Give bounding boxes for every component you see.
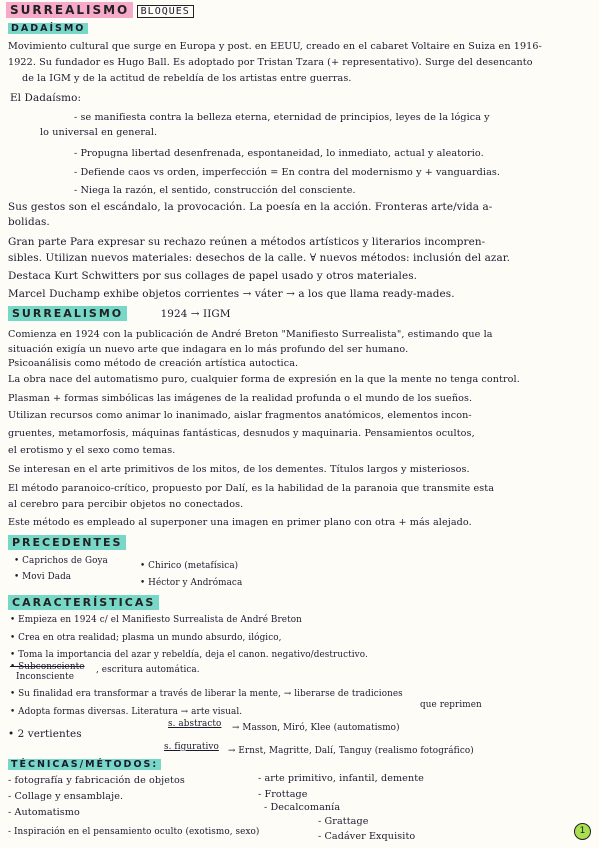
bloques-label: BLOQUES	[137, 5, 194, 18]
surr-line-2: situación exigía un nuevo arte que indagara en lo más profundo del ser humano.	[8, 344, 409, 355]
dada-bullet-4: - Niega la razón, el sentido, construcción del consciente.	[74, 185, 356, 196]
page-number-badge: 1	[574, 823, 591, 840]
precedente-hector: • Héctor y Andrómaca	[140, 578, 243, 588]
precedentes-heading-row	[8, 536, 126, 550]
dada-bullet-2: - Propugna libertad desenfrenada, espontaneidad, lo inmediato, actual y aleatorio.	[74, 148, 484, 159]
surr-line-5: Plasman + formas simbólicas las imágenes de la realidad profunda o el mundo de los sueños.	[8, 393, 473, 404]
surr-line-9: Se interesan en el arte primitivos de los mitos, de los dementes. Títulos largos y misteriosos.	[8, 464, 470, 475]
surr-line-10: El método paranoico-crítico, propuesto por Dalí, es la habilidad de la paranoia que transmite esta	[8, 483, 495, 494]
abstracto-label: s. abstracto	[168, 719, 222, 729]
carac-item-4c: , escritura automática.	[96, 665, 200, 675]
tecnica-right-3: - Decalcomanía	[264, 802, 341, 813]
el-dadaismo-label: El Dadaísmo:	[10, 92, 82, 104]
surr-line-3: Psicoanálisis como método de creación artística autoctica.	[8, 358, 299, 369]
dada-bullet-3: - Defiende caos vs orden, imperfección = En contra del modernismo y + vanguardias.	[74, 167, 501, 178]
dada-bullet-1b: lo universal en general.	[40, 127, 158, 138]
page-title: SURREALISMO	[6, 2, 133, 18]
tecnicas-heading-row	[8, 758, 161, 771]
abstracto-artists: → Masson, Miró, Klee (automatismo)	[232, 723, 400, 733]
carac-item-5b: que reprimen	[420, 700, 482, 710]
tecnica-right-1: - arte primitivo, infantil, demente	[258, 773, 424, 784]
para-line-2: sibles. Utilizan nuevos materiales: desechos de la calle. ∀ nuevos métodos: inclusión del azar.	[8, 252, 511, 264]
carac-item-6: • Adopta formas diversas. Literatura → arte visual.	[10, 707, 243, 717]
surr-line-4: La obra nace del automatismo puro, cualquier forma de expresión en la que la mente no tenga control.	[8, 374, 520, 385]
caracteristicas-heading: CARACTERÍSTICAS	[8, 595, 159, 610]
para-line-1: Gran parte Para expresar su rechazo reúnen a métodos artísticos y literarios incompren-	[8, 236, 486, 248]
figurativo-label: s. figurativo	[164, 742, 219, 752]
tecnica-left-3: - Automatismo	[8, 807, 80, 818]
tecnica-right-2: - Frottage	[258, 789, 308, 800]
dada-bullet-1: - se manifiesta contra la belleza eterna, eternidad de principios, leyes de la lógica y	[74, 112, 490, 123]
dadaismo-intro-3: de la IGM y de la actitud de rebeldía de los artistas entre guerras.	[22, 73, 352, 84]
caracteristicas-heading-row	[8, 596, 159, 610]
tecnicas-heading: TÉCNICAS/MÉTODOS:	[8, 759, 161, 770]
precedente-dada: • Movi Dada	[14, 572, 72, 582]
carac-item-3: • Toma la importancia del azar y rebeldía, deja el canon. negativo/destructivo.	[10, 650, 368, 660]
gestos-line-2: bolidas.	[8, 216, 50, 228]
surr-line-1: Comienza en 1924 con la publicación de André Breton "Manifiesto Surrealista", estimando que la	[8, 329, 493, 340]
surrealismo-heading-row	[8, 307, 231, 321]
dadaismo-intro-2: 1922. Su fundador es Hugo Ball. Es adoptado por Tristan Tzara (+ representativo). Surge del desencanto	[8, 57, 533, 68]
tecnica-left-2: - Collage y ensamblaje.	[8, 791, 124, 802]
surr-line-6: Utilizan recursos como animar lo inanimado, aislar fragmentos anatómicos, elementos incon-	[8, 410, 472, 421]
figurativo-artists: → Ernst, Magritte, Dalí, Tanguy (realismo fotográfico)	[228, 746, 474, 756]
surr-line-12: Este método es empleado al superponer una imagen en primer plano con otra + más alejado.	[8, 517, 472, 528]
title-row	[6, 4, 194, 18]
dadaismo-heading: DADAÍSMO	[8, 22, 88, 35]
tecnica-left-1: - fotografía y fabricación de objetos	[8, 775, 185, 786]
destaca-line: Destaca Kurt Schwitters por sus collages de papel usado y otros materiales.	[8, 270, 418, 282]
vertientes-label: • 2 vertientes	[8, 728, 82, 740]
carac-item-1: • Empieza en 1924 c/ el Manifiesto Surrealista de André Breton	[10, 615, 302, 625]
tecnica-right-4: - Grattage	[318, 816, 369, 827]
gestos-line-1: Sus gestos son el escándalo, la provocación. La poesía en la acción. Fronteras arte/vida a-	[8, 201, 493, 213]
dadaismo-intro-1: Movimiento cultural que surge en Europa y post. en EEUU, creado en el cabaret Voltaire en Suiza en 1916-	[8, 41, 542, 52]
surr-line-11: al cerebro para percibir objetos no conectados.	[8, 499, 244, 510]
precedente-goya: • Caprichos de Goya	[14, 556, 108, 566]
surrealismo-heading: SURREALISMO	[8, 306, 127, 321]
carac-item-2: • Crea en otra realidad; plasma un mundo absurdo, ilógico,	[10, 633, 282, 643]
marcel-line: Marcel Duchamp exhibe objetos corrientes → váter → a los que llama ready-mades.	[8, 288, 455, 300]
surrealismo-dates: 1924 → IIGM	[160, 308, 231, 320]
carac-item-4a: • Subconsciente	[10, 662, 85, 672]
surr-line-7: gruentes, metamorfosis, máquinas fantásticas, desnudos y maquinaria. Pensamientos ocultos,	[8, 428, 475, 439]
tecnica-right-5: - Cadáver Exquisito	[318, 831, 416, 842]
precedente-chirico: • Chirico (metafísica)	[140, 561, 239, 571]
surr-line-8: el erotismo y el sexo como temas.	[8, 445, 176, 456]
precedentes-heading: PRECEDENTES	[8, 535, 126, 550]
carac-item-4b: Inconsciente	[16, 672, 75, 682]
carac-item-5: • Su finalidad era transformar a través de liberar la mente, → liberarse de tradiciones	[10, 689, 403, 699]
tecnica-left-4: - Inspiración en el pensamiento oculto (exotismo, sexo)	[8, 827, 260, 837]
